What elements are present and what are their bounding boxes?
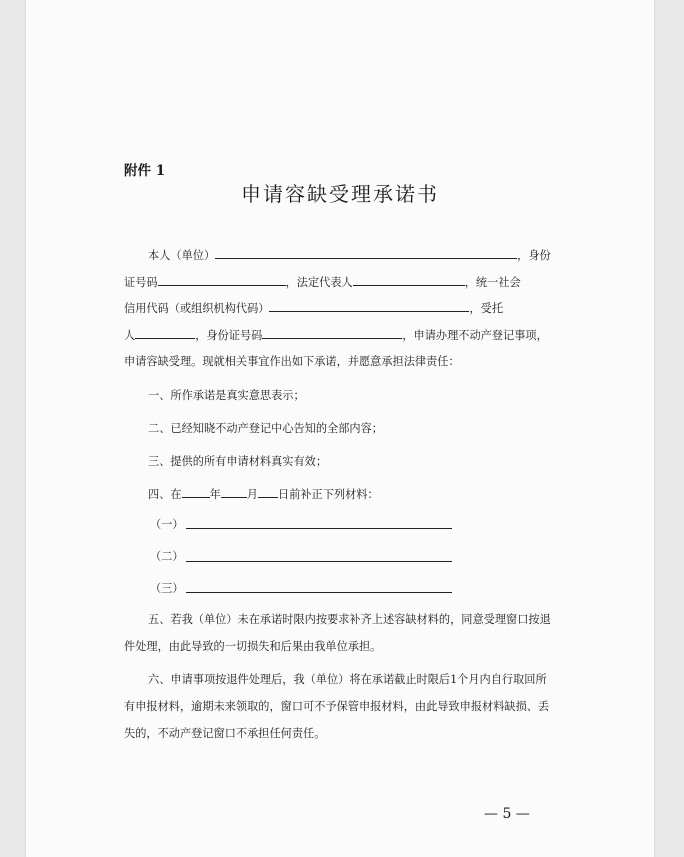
document-page — [26, 0, 654, 857]
label-apply: ，申请办理不动产登记事项， — [402, 329, 548, 342]
material-label-1: （一） — [150, 518, 184, 531]
item-one: 一、所作承诺是真实意思表示； — [148, 389, 305, 402]
material-label-3: （三） — [150, 582, 184, 595]
label-org-code: 信用代码（或组织机构代码） — [124, 302, 270, 315]
blank-agent-name — [135, 328, 195, 339]
label-id: ，身份 — [517, 249, 551, 262]
material-line-2 — [186, 561, 452, 562]
blank-id-number — [158, 275, 286, 286]
item-three: 三、提供的所有申请材料真实有效； — [148, 455, 328, 468]
annex-label: 附件 1 — [124, 163, 166, 179]
blank-day — [258, 487, 278, 498]
label-entrusted: ，受托 — [469, 302, 504, 315]
label-at: 四、在 — [148, 488, 182, 501]
blank-principal — [215, 248, 517, 259]
label-agent-id: ，身份证号码 — [195, 329, 263, 342]
blank-legal-rep — [353, 275, 465, 286]
label-day: 日前补正下列材料： — [277, 488, 379, 501]
item-four — [148, 487, 379, 502]
declaration-line-5: 申请容缺受理。现就相关事宜作出如下承诺，并愿意承担法律责任： — [124, 355, 460, 368]
label-person: 人 — [124, 329, 136, 342]
label-month: 月 — [246, 488, 258, 501]
blank-org-code — [269, 301, 469, 312]
blank-month — [221, 487, 247, 498]
item-two: 二、已经知晓不动产登记中心告知的全部内容； — [148, 422, 383, 435]
blank-agent-id — [262, 328, 402, 339]
label-legal-rep: ，法定代表人 — [285, 276, 353, 289]
declaration-line-4 — [124, 328, 548, 343]
label-principal: 本人（单位） — [148, 249, 216, 262]
label-year: 年 — [209, 488, 221, 501]
material-line-1 — [186, 528, 452, 529]
item-six-line-3: 失的，不动产登记窗口不承担任何责任。 — [124, 727, 326, 740]
item-five-line-1: 五、若我（单位）未在承诺时限内按要求补齐上述容缺材料的，同意受理窗口按退 — [148, 613, 551, 626]
material-label-2: （二） — [150, 550, 184, 563]
blank-year — [182, 487, 210, 498]
label-id-number: 证号码 — [124, 276, 158, 289]
item-five-line-2: 件处理，由此导致的一切损失和后果由我单位承担。 — [124, 640, 382, 653]
declaration-line-2 — [124, 275, 521, 290]
page-number: — 5 — — [484, 806, 530, 822]
item-six-line-1: 六、申请事项按退件处理后，我（单位）将在承诺截止时限后1个月内自行取回所 — [148, 673, 547, 686]
declaration-line-1 — [148, 248, 551, 263]
document-title: 申请容缺受理承诺书 — [241, 182, 439, 206]
label-credit-code: ，统一社会 — [464, 276, 521, 289]
declaration-line-3 — [124, 301, 503, 316]
material-line-3 — [186, 592, 452, 593]
item-six-line-2: 有申报材料，逾期未来领取的，窗口可不予保管申报材料，由此导致申报材料缺损、丢 — [124, 700, 550, 713]
